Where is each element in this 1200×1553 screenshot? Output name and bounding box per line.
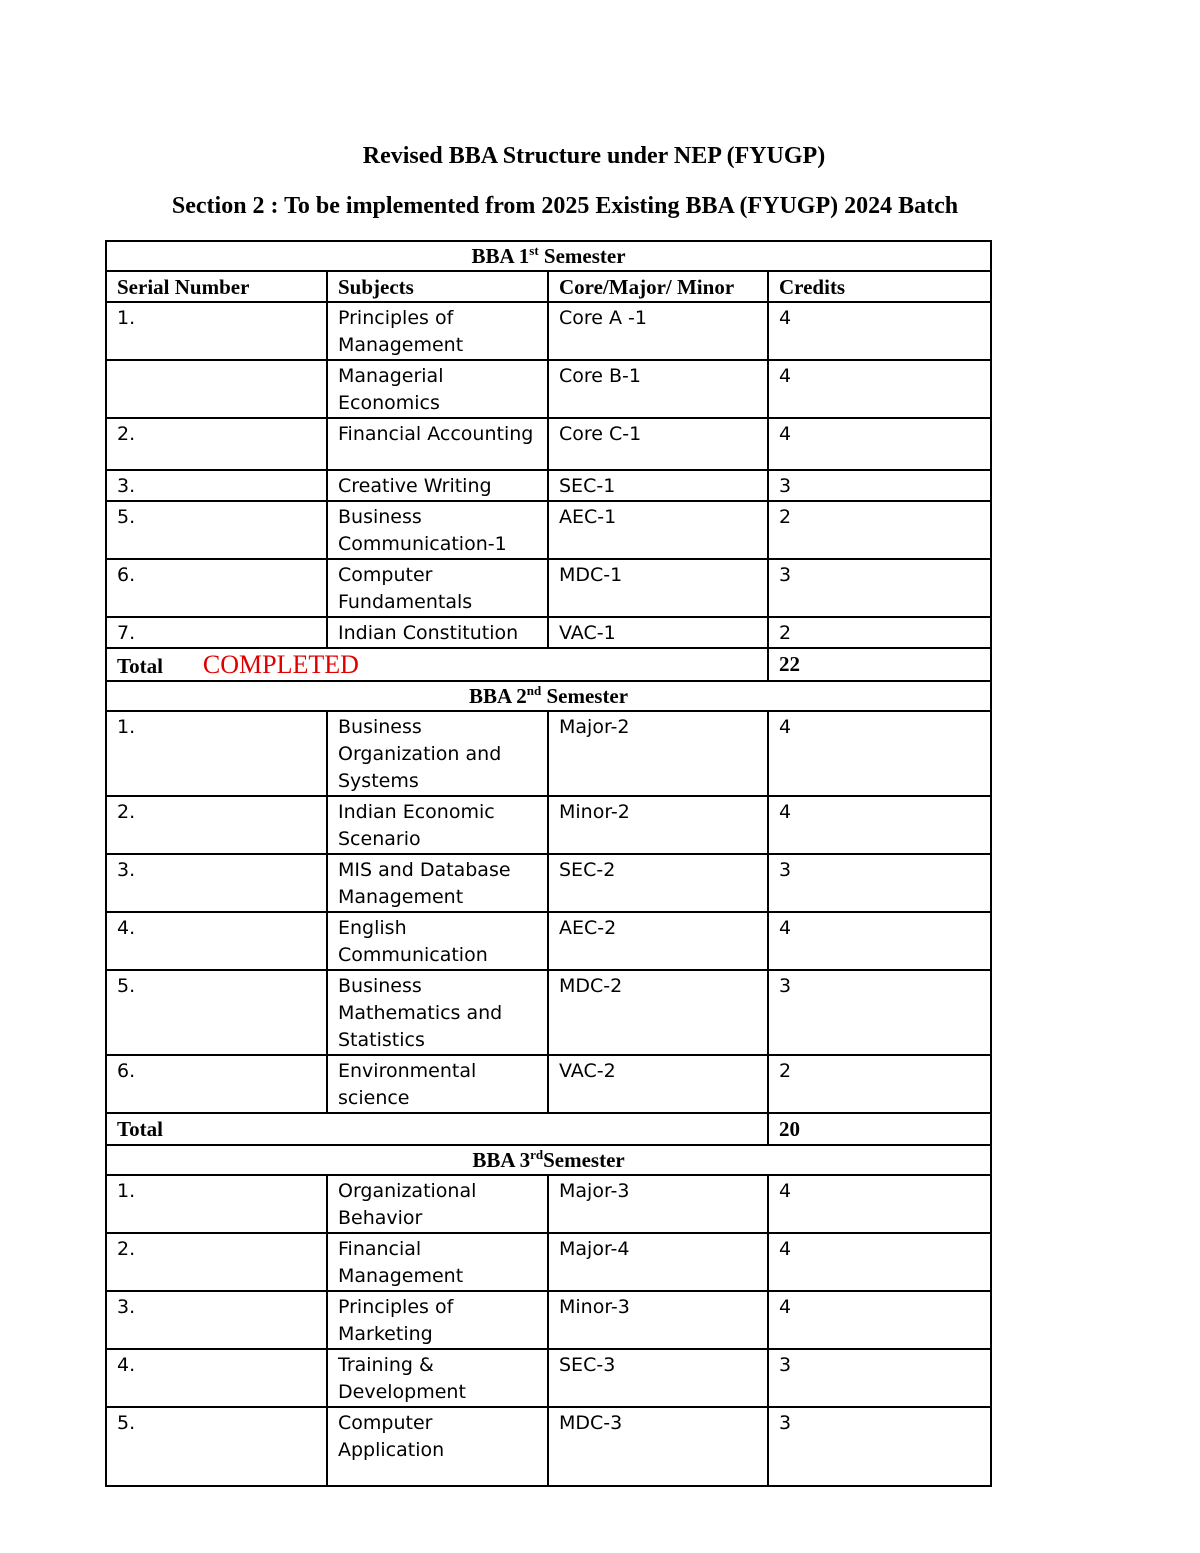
course-type-cell: SEC-3 — [548, 1349, 768, 1407]
serial-number-cell: 1. — [106, 711, 327, 796]
course-row — [106, 912, 991, 970]
total-label: Total — [117, 654, 163, 678]
serial-number-cell: 4. — [106, 1349, 327, 1407]
subject-cell: Financial Accounting — [327, 418, 548, 470]
semester-title-text: BBA 2 — [468, 684, 527, 708]
total-credits-cell: 20 — [768, 1113, 991, 1145]
subject-cell: Creative Writing — [327, 470, 548, 501]
credits-cell: 2 — [768, 1055, 991, 1113]
serial-number-cell: 6. — [106, 559, 327, 617]
subject-cell: Managerial Economics — [327, 360, 548, 418]
credits-cell: 3 — [768, 1349, 991, 1407]
serial-number-cell: 6. — [106, 1055, 327, 1113]
serial-number-cell: 3. — [106, 854, 327, 912]
completed-status-label: COMPLETED — [202, 650, 359, 679]
credits-cell: 4 — [768, 1291, 991, 1349]
semester-title-word: Semester — [541, 684, 629, 708]
document-title: Revised BBA Structure under NEP (FYUGP) — [362, 143, 826, 169]
course-row — [106, 1175, 991, 1233]
serial-number-cell: 2. — [106, 1233, 327, 1291]
subject-cell: Financial Management — [327, 1233, 548, 1291]
total-label-cell — [106, 1113, 768, 1145]
subject-cell: Training & Development — [327, 1349, 548, 1407]
subject-cell: English Communication — [327, 912, 548, 970]
course-row — [106, 302, 991, 360]
credits-cell: 4 — [768, 360, 991, 418]
semester-ordinal-suffix: nd — [526, 683, 542, 698]
course-row — [106, 470, 991, 501]
course-type-cell: Minor-2 — [548, 796, 768, 854]
credits-cell: 3 — [768, 470, 991, 501]
course-row — [106, 1349, 991, 1407]
semester-title — [106, 681, 991, 711]
serial-number-cell: 1. — [106, 302, 327, 360]
course-row — [106, 854, 991, 912]
serial-number-cell — [106, 360, 327, 418]
course-row — [106, 360, 991, 418]
semester-total-row — [106, 648, 991, 681]
course-type-cell: AEC-1 — [548, 501, 768, 559]
credits-cell: 3 — [768, 970, 991, 1055]
credits-cell: 3 — [768, 1407, 991, 1486]
column-header-row — [106, 271, 991, 302]
subject-cell: Computer Fundamentals — [327, 559, 548, 617]
semester-title-text: BBA 3 — [472, 1148, 531, 1172]
serial-number-cell: 3. — [106, 1291, 327, 1349]
subject-cell: MIS and Database Management — [327, 854, 548, 912]
serial-number-cell: 5. — [106, 1407, 327, 1486]
semester-total-row — [106, 1113, 991, 1145]
course-type-cell: MDC-2 — [548, 970, 768, 1055]
course-type-cell: Core C-1 — [548, 418, 768, 470]
course-type-cell: SEC-1 — [548, 470, 768, 501]
course-type-cell: Minor-3 — [548, 1291, 768, 1349]
course-type-cell: Core B-1 — [548, 360, 768, 418]
course-row — [106, 1233, 991, 1291]
credits-cell: 4 — [768, 912, 991, 970]
course-type-cell: Core A -1 — [548, 302, 768, 360]
course-row — [106, 617, 991, 648]
credits-cell: 3 — [768, 559, 991, 617]
subject-cell: Environmental science — [327, 1055, 548, 1113]
serial-number-cell: 5. — [106, 501, 327, 559]
credits-cell: 4 — [768, 796, 991, 854]
document-subtitle: Section 2 : To be implemented from 2025 Existing BBA (FYUGP) 2024 Batch — [171, 193, 959, 219]
course-type-cell: MDC-3 — [548, 1407, 768, 1486]
course-type-cell: VAC-2 — [548, 1055, 768, 1113]
subject-cell: Business Communication-1 — [327, 501, 548, 559]
subject-cell: Principles of Management — [327, 302, 548, 360]
credits-cell: 4 — [768, 1175, 991, 1233]
credits-cell: 4 — [768, 1233, 991, 1291]
subject-cell: Indian Constitution — [327, 617, 548, 648]
semester-title — [106, 1145, 991, 1175]
course-row — [106, 418, 991, 470]
header-subjects: Subjects — [327, 271, 548, 302]
subject-cell: Computer Application — [327, 1407, 548, 1486]
course-type-cell: SEC-2 — [548, 854, 768, 912]
total-label: Total — [117, 1117, 163, 1141]
course-row — [106, 1291, 991, 1349]
course-row — [106, 711, 991, 796]
semester-ordinal-suffix: rd — [530, 1147, 544, 1162]
semester-title-word: Semester — [538, 244, 626, 268]
credits-cell: 4 — [768, 418, 991, 470]
credits-cell: 4 — [768, 711, 991, 796]
subject-cell: Organizational Behavior — [327, 1175, 548, 1233]
course-row — [106, 796, 991, 854]
subject-cell: Principles of Marketing — [327, 1291, 548, 1349]
semester-heading-row — [106, 1145, 991, 1175]
semester-title — [106, 241, 991, 271]
serial-number-cell: 5. — [106, 970, 327, 1055]
course-type-cell: MDC-1 — [548, 559, 768, 617]
semester-title-word: Semester — [543, 1148, 625, 1172]
header-credits: Credits — [768, 271, 991, 302]
course-structure-table — [105, 240, 992, 1487]
subject-cell: Indian Economic Scenario — [327, 796, 548, 854]
credits-cell: 2 — [768, 617, 991, 648]
serial-number-cell: 7. — [106, 617, 327, 648]
total-label-cell — [106, 648, 768, 681]
serial-number-cell: 3. — [106, 470, 327, 501]
course-row — [106, 501, 991, 559]
semester-title-text: BBA 1 — [471, 244, 530, 268]
course-row — [106, 559, 991, 617]
credits-cell: 3 — [768, 854, 991, 912]
course-type-cell: AEC-2 — [548, 912, 768, 970]
semester-ordinal-suffix: st — [529, 243, 539, 258]
subject-cell: Business Organization and Systems — [327, 711, 548, 796]
credits-cell: 4 — [768, 302, 991, 360]
semester-heading-row — [106, 241, 991, 271]
serial-number-cell: 4. — [106, 912, 327, 970]
semester-heading-row — [106, 681, 991, 711]
course-row — [106, 970, 991, 1055]
subject-cell: Business Mathematics and Statistics — [327, 970, 548, 1055]
credits-cell: 2 — [768, 501, 991, 559]
course-row — [106, 1055, 991, 1113]
header-core-major-minor: Core/Major/ Minor — [548, 271, 768, 302]
serial-number-cell: 2. — [106, 796, 327, 854]
serial-number-cell: 1. — [106, 1175, 327, 1233]
course-type-cell: Major-3 — [548, 1175, 768, 1233]
course-type-cell: Major-4 — [548, 1233, 768, 1291]
course-type-cell: Major-2 — [548, 711, 768, 796]
course-type-cell: VAC-1 — [548, 617, 768, 648]
header-serial-number: Serial Number — [106, 271, 327, 302]
serial-number-cell: 2. — [106, 418, 327, 470]
total-credits-cell: 22 — [768, 648, 991, 681]
course-row — [106, 1407, 991, 1486]
